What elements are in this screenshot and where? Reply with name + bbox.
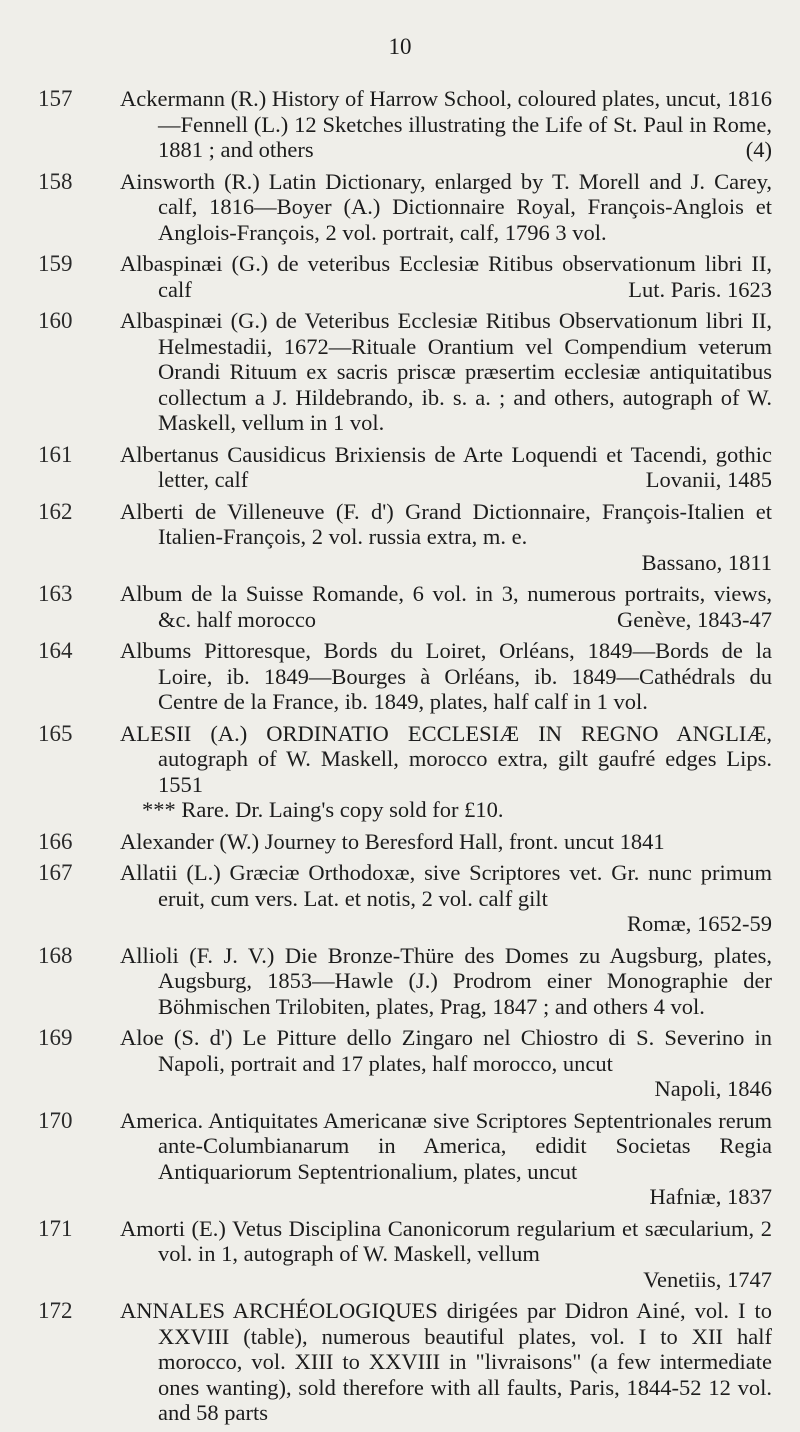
entry-text: Albaspinæi (G.) de Veteribus Ecclesiæ Ritibus Observationum libri II, Helmestadii, 1672—Rituale Orantium vel Compendium veterum Orandi Rituum ex sacris priscæ præsertim ecclesiæ antiquitatibus collectum a J. Hildebrando, ib. s. a. ; and others, autograph of W. Maskell, vellum in 1 vol.	[120, 308, 772, 435]
catalogue-entry	[0, 308, 800, 436]
lot-number: 158	[38, 168, 73, 194]
entry-text: Albums Pittoresque, Bords du Loiret, Orléans, 1849—Bords de la Loire, ib. 1849—Bourges à Orléans, ib. 1849—Cathédrals du Centre de la France, ib. 1849, plates, half calf in 1 vol.	[120, 638, 772, 714]
lot-number: 168	[38, 942, 73, 968]
entry-text: Alexander (W.) Journey to Beresford Hall, front. uncut 1841	[120, 828, 665, 854]
lot-number: 165	[38, 720, 73, 746]
entry-text: Allatii (L.) Græciæ Orthodoxæ, sive Scriptores vet. Gr. nunc primum eruit, cum vers. Lat. et notis, 2 vol. calf gilt Romæ, 1652-59	[120, 860, 772, 936]
entry-text: ANNALES ARCHÉOLOGIQUES dirigées par Didron Ainé, vol. I to XXVIII (table), numerous beautiful plates, vol. I to XII half morocco, vol. XIII to XXVIII in "livraisons" (a few intermediate ones wanting), sold therefore with all faults, Paris, 1844-52 12 vol. and 58 parts	[120, 1298, 772, 1425]
catalogue-entry	[0, 1025, 800, 1102]
catalogue-entry	[0, 169, 800, 246]
lot-number: 172	[38, 1298, 73, 1323]
catalogue-entry	[0, 829, 800, 855]
lot-number: 170	[38, 1107, 73, 1133]
lot-number: 161	[38, 441, 73, 467]
entry-text: Ainsworth (R.) Latin Dictionary, enlarged by T. Morell and J. Carey, calf, 1816—Boyer (A.) Dictionnaire Royal, François-Anglois et Anglois-François, 2 vol. portrait, calf, 1796 3 vol.	[120, 168, 772, 245]
lot-number: 157	[38, 86, 73, 111]
catalogue-entry	[0, 86, 800, 163]
lot-number: 162	[38, 498, 73, 524]
page-number: 10	[388, 34, 412, 59]
lot-number: 171	[38, 1215, 73, 1241]
lot-number: 163	[38, 581, 73, 606]
catalogue-entry	[0, 1216, 800, 1293]
lot-number: 164	[38, 638, 73, 663]
entry-text: Ackermann (R.) History of Harrow School, coloured plates, uncut, 1816—Fennell (L.) 12 Sketches illustrating the Life of St. Paul in Rome, 1881 ; and others (4)	[120, 86, 772, 162]
catalogue-entry	[0, 499, 800, 576]
lot-number: 160	[38, 308, 73, 333]
catalogue-entry	[0, 442, 800, 493]
catalogue-entry	[0, 638, 800, 715]
catalogue-entry	[0, 943, 800, 1020]
entry-text: Albaspinæi (G.) de veteribus Ecclesiæ Ritibus observationum libri II, calf Lut. Paris. 1623	[120, 251, 772, 302]
entry-text: Aloe (S. d') Le Pitture dello Zingaro nel Chiostro di S. Severino in Napoli, portrait and 17 plates, half morocco, uncut Napoli, 1846	[120, 1025, 772, 1101]
lot-number: 169	[38, 1025, 73, 1050]
entry-text: Amorti (E.) Vetus Disciplina Canonicorum regularium et sæcularium, 2 vol. in 1, autograph of W. Maskell, vellum Venetiis, 1747	[120, 1215, 772, 1292]
entry-text: Album de la Suisse Romande, 6 vol. in 3, numerous portraits, views, &c. half morocco Genève, 1843-47	[120, 581, 772, 632]
entry-text: America. Antiquitates Americanæ sive Scriptores Septentrionales rerum ante-Columbianarum in America, edidit Societas Regia Antiquariorum Septentrionalium, plates, uncut Hafniæ, 1837	[120, 1107, 772, 1209]
catalogue-entry	[0, 1298, 800, 1426]
entry-text: Allioli (F. J. V.) Die Bronze-Thüre des Domes zu Augsburg, plates, Augsburg, 1853—Hawle (J.) Prodrom einer Monographie der Böhmischen Trilobiten, plates, Prag, 1847 ; and others 4 vol.	[120, 942, 772, 1019]
lot-number: 159	[38, 251, 73, 276]
entry-text: ALESII (A.) ORDINATIO ECCLESIÆ IN REGNO ANGLIÆ, autograph of W. Maskell, morocco extra, gilt gaufré edges Lips. 1551 *** Rare. Dr. Laing's copy sold for £10.	[120, 720, 772, 822]
lot-number: 167	[38, 860, 73, 885]
entry-text: Alberti de Villeneuve (F. d') Grand Dictionnaire, François-Italien et Italien-François, 2 vol. russia extra, m. e. Bassano, 1811	[120, 498, 772, 575]
catalogue-entry	[0, 581, 800, 632]
catalogue-entries	[0, 86, 800, 1432]
entry-text: Albertanus Causidicus Brixiensis de Arte Loquendi et Tacendi, gothic letter, calf Lovanii, 1485	[120, 441, 772, 492]
catalogue-entry	[0, 251, 800, 302]
catalogue-entry	[0, 721, 800, 823]
catalogue-entry	[0, 860, 800, 937]
lot-number: 166	[38, 828, 73, 854]
catalogue-entry	[0, 1108, 800, 1210]
